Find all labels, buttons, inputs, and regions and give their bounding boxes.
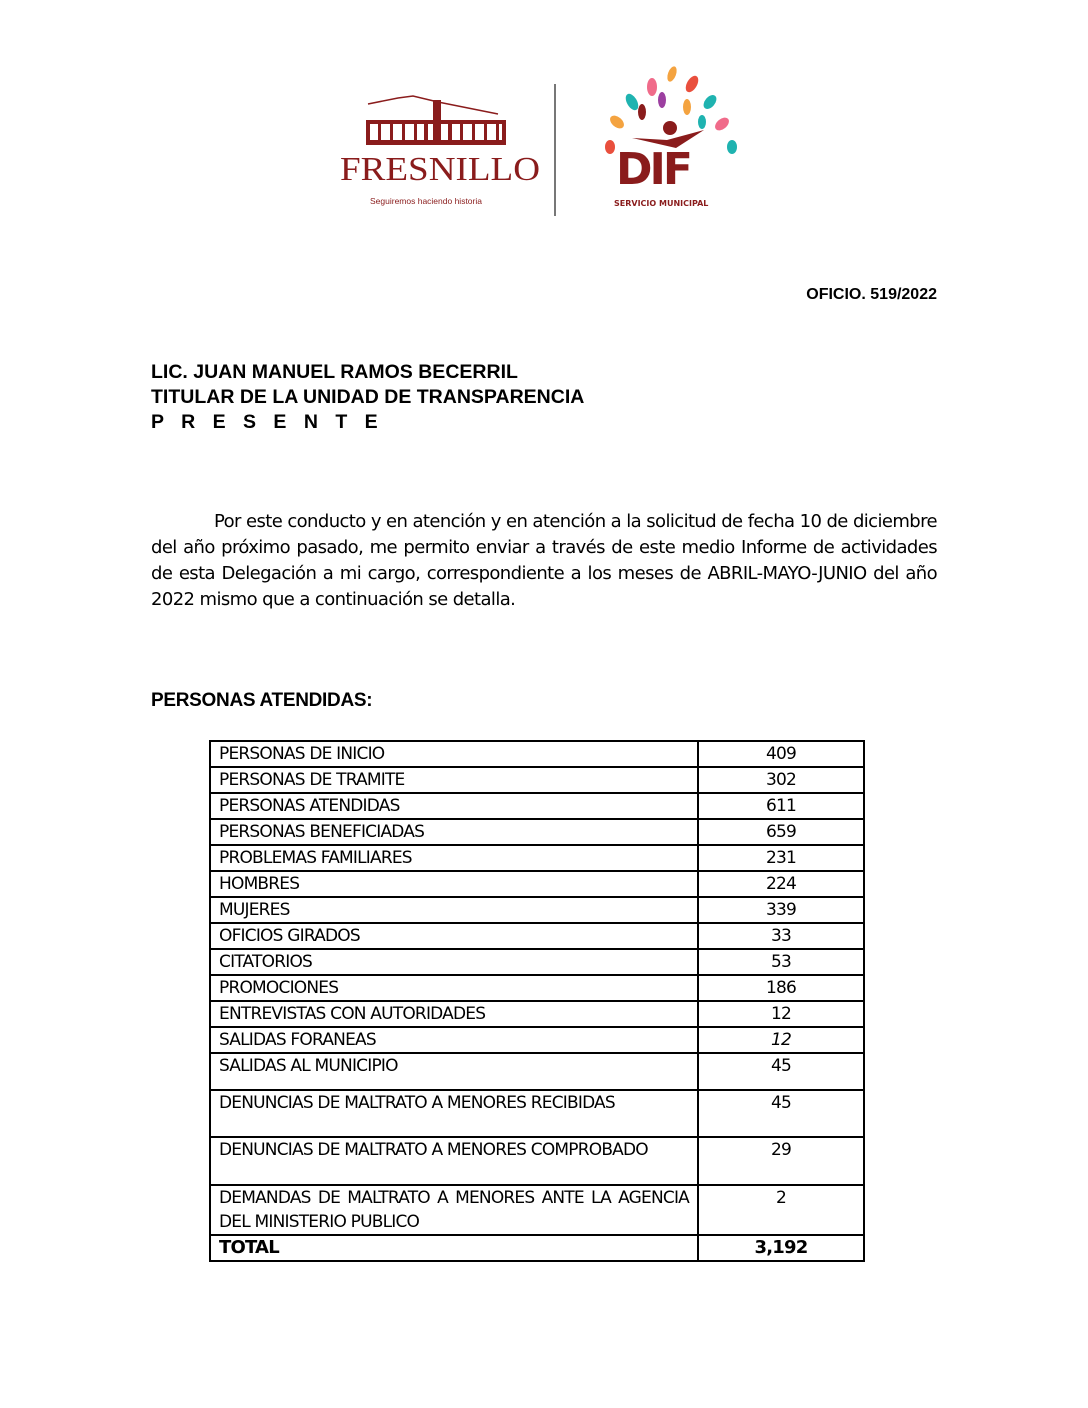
row-value: 339 — [698, 897, 864, 923]
table-row — [210, 741, 864, 767]
table-row — [210, 975, 864, 1001]
table-row — [210, 923, 864, 949]
svg-text:SERVICIO MUNICIPAL: SERVICIO MUNICIPAL — [614, 199, 709, 208]
row-label: PERSONAS DE INICIO — [210, 741, 698, 767]
row-label: PROMOCIONES — [210, 975, 698, 1001]
activities-table — [209, 740, 865, 1262]
row-label: SALIDAS AL MUNICIPIO — [210, 1053, 698, 1090]
section-title: PERSONAS ATENDIDAS: — [151, 690, 373, 711]
table-row — [210, 1027, 864, 1053]
table-row — [210, 1053, 864, 1090]
row-label: ENTREVISTAS CON AUTORIDADES — [210, 1001, 698, 1027]
fresnillo-logo — [338, 92, 543, 210]
row-value: 186 — [698, 975, 864, 1001]
table-row — [210, 1185, 864, 1235]
row-label: PERSONAS DE TRAMITE — [210, 767, 698, 793]
body-paragraph: Por este conducto y en atención y en atención a la solicitud de fecha 10 de diciembre del año próximo pasado, me permito enviar a través de este medio Informe de actividades de esta Delegación a mi cargo, correspondiente a los meses de ABRIL-MAYO-JUNIO del año 2022 mismo que a continuación se detalla. — [151, 511, 937, 610]
table-row — [210, 897, 864, 923]
row-value: 12 — [698, 1027, 864, 1053]
total-row — [210, 1235, 864, 1261]
table-row — [210, 871, 864, 897]
oficio-number: OFICIO. 519/2022 — [806, 286, 937, 303]
table-row — [210, 1137, 864, 1185]
row-label: DENUNCIAS DE MALTRATO A MENORES COMPROBADO — [210, 1137, 698, 1185]
row-label: HOMBRES — [210, 871, 698, 897]
table-row — [210, 845, 864, 871]
svg-text:FRESNILLO: FRESNILLO — [340, 151, 540, 188]
row-label: DENUNCIAS DE MALTRATO A MENORES RECIBIDAS — [210, 1090, 698, 1137]
row-label: CITATORIOS — [210, 949, 698, 975]
row-label: PERSONAS BENEFICIADAS — [210, 819, 698, 845]
row-value: 224 — [698, 871, 864, 897]
row-value: 659 — [698, 819, 864, 845]
table-row — [210, 1001, 864, 1027]
table-row — [210, 793, 864, 819]
row-value: 409 — [698, 741, 864, 767]
table-row — [210, 949, 864, 975]
row-value: 53 — [698, 949, 864, 975]
row-label: PERSONAS ATENDIDAS — [210, 793, 698, 819]
row-value: 29 — [698, 1137, 864, 1185]
recipient-name: LIC. JUAN MANUEL RAMOS BECERRIL — [151, 361, 518, 383]
total-label: TOTAL — [210, 1235, 698, 1261]
row-value: 2 — [698, 1185, 864, 1235]
table-row — [210, 819, 864, 845]
total-value: 3,192 — [698, 1235, 864, 1261]
row-label: SALIDAS FORANEAS — [210, 1027, 698, 1053]
row-value: 45 — [698, 1053, 864, 1090]
row-value: 611 — [698, 793, 864, 819]
row-value: 12 — [698, 1001, 864, 1027]
table-row — [210, 1090, 864, 1137]
recipient-block — [151, 360, 584, 435]
row-value: 302 — [698, 767, 864, 793]
svg-text:Seguiremos haciendo historia: Seguiremos haciendo historia — [370, 196, 482, 206]
recipient-title: TITULAR DE LA UNIDAD DE TRANSPARENCIA — [151, 386, 585, 408]
row-label: MUJERES — [210, 897, 698, 923]
table-row — [210, 767, 864, 793]
row-label: OFICIOS GIRADOS — [210, 923, 698, 949]
row-value: 45 — [698, 1090, 864, 1137]
dif-logo — [592, 62, 742, 212]
row-label: PROBLEMAS FAMILIARES — [210, 845, 698, 871]
row-value: 33 — [698, 923, 864, 949]
greeting: P R E S E N T E — [151, 411, 384, 433]
logo-divider — [554, 84, 556, 216]
svg-text:DIF: DIF — [616, 144, 690, 195]
row-value: 231 — [698, 845, 864, 871]
row-label: DEMANDAS DE MALTRATO A MENORES ANTE LA AGENCIA DEL MINISTERIO PUBLICO — [210, 1185, 698, 1235]
body-text — [151, 509, 937, 613]
